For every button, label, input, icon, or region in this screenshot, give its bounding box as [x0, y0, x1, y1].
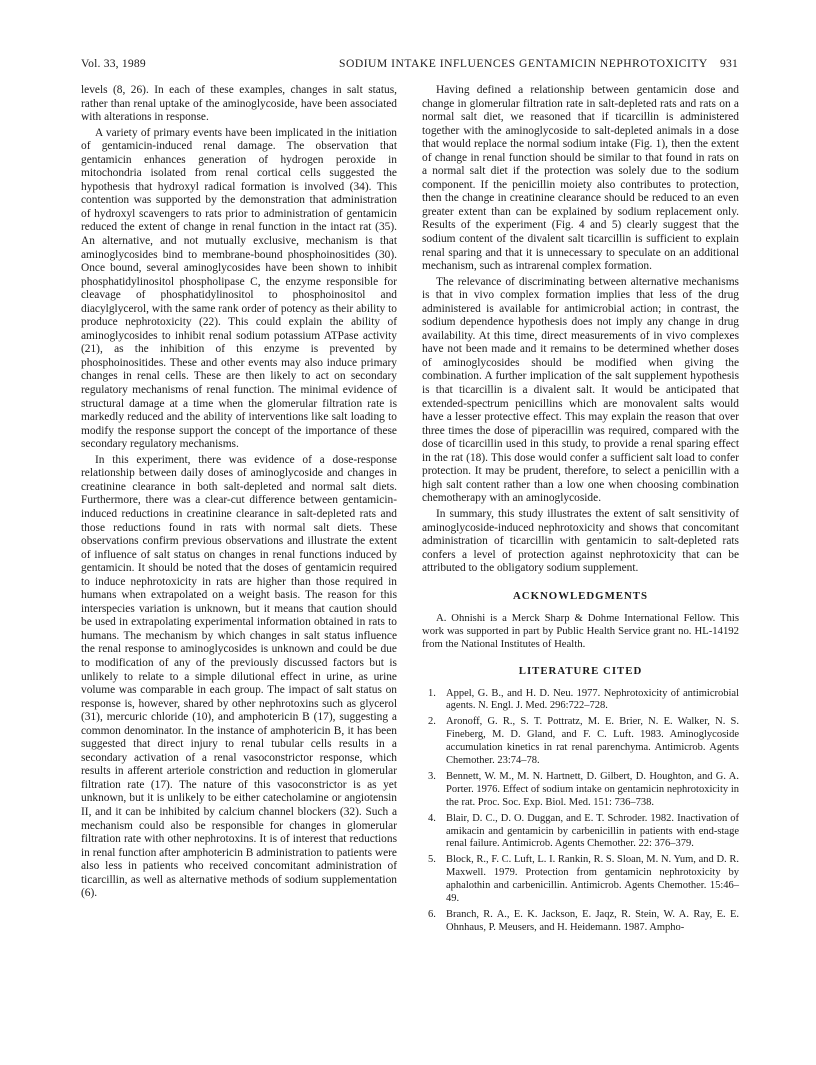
acknowledgments-text: A. Ohnishi is a Merck Sharp & Dohme International Fellow. This work was supported in part by Public Health Service grant no. HL-14192 from the National Institutes of Health.	[422, 612, 739, 651]
reference-text: Branch, R. A., E. K. Jackson, E. Jaqz, R. Stein, W. A. Ray, E. E. Ohnhaus, P. Meusers, and H. Heidemann. 1987. Ampho-	[446, 909, 739, 933]
reference-text: Aronoff, G. R., S. T. Pottratz, M. E. Brier, N. E. Walker, N. S. Fineberg, M. D. Gland, and F. C. Luft. 1983. Aminoglycoside accumulation kinetics in rat renal parenchyma. Antimicrob. Agents Chemother. 23:74–78.	[446, 716, 739, 767]
acknowledgments-heading: ACKNOWLEDGMENTS	[513, 589, 648, 602]
reference-item	[422, 688, 739, 714]
running-title: SODIUM INTAKE INFLUENCES GENTAMICIN NEPHROTOXICITY	[339, 57, 708, 70]
paragraph: levels (8, 26). In each of these examples, changes in salt status, rather than renal uptake of the aminoglycoside, have been associated with alterations in response.	[81, 84, 397, 124]
paragraph: The relevance of discriminating between alternative mechanisms is that in vivo complex formation implies that less of the drug administered is available for antimicrobial action; in contrast, the sodium dependence hypothesis does not imply any change in drug availability. At this time, direct measurements of in vivo complexes have not been made and it remains to be determined whether doses of aminoglycosides should be modified when giving the combination. A further implication of the salt supplement hypothesis is that ticarcillin is a divalent salt. It would be anticipated that extended-spectrum penicillins which are monovalent salts would have a lesser protective effect. This may explain the reason that over three times the dose of piperacillin was required, compared with the dose of ticarcillin used in this study, to provide a renal sparing effect in the rat (18). This dose would confer a sufficient salt load to confer protection. It may be prudent, therefore, to select a penicillin with a high salt content rather than a low one when choosing combination chemotherapy with an aminoglycoside.	[422, 275, 739, 505]
reference-number: 5.	[428, 854, 436, 866]
reference-number: 1.	[428, 687, 436, 699]
reference-text: Bennett, W. M., M. N. Hartnett, D. Gilbert, D. Houghton, and G. A. Porter. 1976. Effect of sodium intake on gentamicin nephrotoxicity in the rat. Proc. Soc. Exp. Biol. Med. 151: 736–738.	[446, 770, 739, 808]
reference-text: Blair, D. C., D. O. Duggan, and E. T. Schroder. 1982. Inactivation of amikacin and gentamicin by carbenicillin in patients with end-stage renal failure. Antimicrob. Agents Chemother. 22: 376–379.	[446, 812, 739, 850]
paragraph: A variety of primary events have been implicated in the initiation of gentamicin-induced renal damage. The observation that gentamicin enhances generation of hydrogen peroxide in mitochondria isolated from renal cortical cells suggested the hypothesis that hydroxyl radical formation is involved (34). This contention was supported by the demonstration that administration of hydroxyl scavengers to rats prior to administration of gentamicin reduced the extent of change in renal function in the intact rat (35). An alternative, and not mutually exclusive, mechanism is that aminoglycosides bind to membrane-bound phosphoinositides (30). Once bound, several aminoglycosides have been shown to inhibit phosphatidylinositol phospholipase C, the enzyme responsible for cleavage of phosphatidylinositol to phosphoinositol and diacylglycerol, with the same rank order of potency as their ability to produce nephrotoxicity (22). This could explain the ability of aminoglycosides to inhibit renal sodium potassium ATPase activity (21), as the inhibition of this enzyme is prevented by phosphoinositides. These and other events may also induce primary changes in renal cells. These are then likely to act on secondary regulatory mechanisms of renal function. The minimal evidence of structural damage at a time when the glomerular filtration rate is markedly reduced and the ability of interventions like salt loading to modify the response support the concept of the importance of these secondary regulatory mechanisms.	[81, 126, 397, 451]
reference-list	[422, 688, 739, 935]
reference-item	[422, 854, 739, 906]
reference-item	[422, 771, 739, 810]
reference-item	[422, 813, 739, 852]
paragraph: Having defined a relationship between gentamicin dose and change in glomerular filtration rate in salt-depleted rats and rats on a normal salt diet, we reasoned that if ticarcillin is administered together with the aminoglycoside to salt-depleted animals in a dose that would replace the normal sodium intake (Fig. 1), then the extent of change in renal function should be similar to that found in rats on a normal salt diet if the protection was solely due to the sodium component. If the penicillin moiety also contributes to protection, then the change in creatinine clearance should be reduced to an even greater extent than can be explained by sodium replacement only. Results of the experiment (Fig. 4 and 5) clearly suggest that the sodium content of the divalent salt ticarcillin is sufficient to explain renal sparing and that it is unnecessary to speculate on an additional mechanism, such as intrarenal complex formation.	[422, 84, 739, 273]
reference-number: 4.	[428, 812, 436, 824]
page-number: 931	[720, 57, 738, 70]
running-header	[81, 57, 738, 73]
literature-cited-heading: LITERATURE CITED	[518, 664, 643, 677]
paragraph: In this experiment, there was evidence of a dose-response relationship between daily doses of aminoglycoside and changes in creatinine clearance in both salt-depleted and normal salt diets. Furthermore, there was a clear-cut difference between gentamicin-induced reductions in creatinine clearance in salt-depleted rats and those reductions found in rats with normal salt diets. These observations confirm previous observations and illustrate the extent of influence of salt status on changes in renal functions induced by gentamicin. It should be noted that the doses of gentamicin required to induce nephrotoxicity in rats are higher than those required in humans when extrapolated on a weight basis. The reason for this interspecies variation is unknown, but it means that caution should be used in extrapolating experimental information obtained in rats to humans. The mechanism by which changes in salt status influence the renal response to aminoglycosides is unknown and could be due to modification of any of the previously discussed factors but is unlikely to relate to a simple dilutional effect in urine, as urine volume was comparable in each group. The impact of salt status on response is, however, shared by other nephrotoxins such as glycerol (31), mercuric chloride (10), and amphotericin B (17), suggesting a common denominator. In the instance of amphotericin B, it has been suggested that direct injury to renal tubular cells results in a secondary activation of a renal vasoconstrictor response, which results in afferent arteriole constriction and reduction in glomerular filtration rate (17). The nature of this vasoconstrictor is as yet unknown, but it is unlikely to be either catecholamine or angiotensin II, and it can be inhibited by calcium channel blockers (32). Such a mechanism could also be responsible for changes in glomerular filtration rate with other nephrotoxins. It is of interest that reductions in renal function after amphotericin B administration to patients were also less in patients who received concomitant administration of ticarcillin, as well as alternative methods of sodium supplementation (6).	[81, 453, 397, 900]
reference-number: 6.	[428, 909, 436, 920]
reference-item	[422, 909, 739, 935]
left-column	[81, 84, 397, 901]
paragraph: In summary, this study illustrates the extent of salt sensitivity of aminoglycoside-induced nephrotoxicity and shows that concomitant administration of ticarcillin with gentamicin to salt-depleted rats confers a level of protection against nephrotoxicity that can be attributed to the obligatory sodium supplement.	[422, 507, 739, 575]
reference-number: 2.	[428, 716, 436, 728]
volume-label: Vol. 33, 1989	[81, 57, 146, 70]
reference-text: Appel, G. B., and H. D. Neu. 1977. Nephrotoxicity of antimicrobial agents. N. Engl. J. Med. 296:722–728.	[446, 687, 739, 712]
reference-number: 3.	[428, 770, 436, 782]
reference-text: Block, R., F. C. Luft, L. I. Rankin, R. S. Sloan, M. N. Yum, and D. R. Maxwell. 1979. Protection from gentamicin nephrotoxicity by aphalothin and carbenicillin. Antimicrob. Agents Chemother. 15:46–49.	[446, 854, 739, 905]
reference-item	[422, 716, 739, 768]
right-column	[422, 84, 739, 938]
